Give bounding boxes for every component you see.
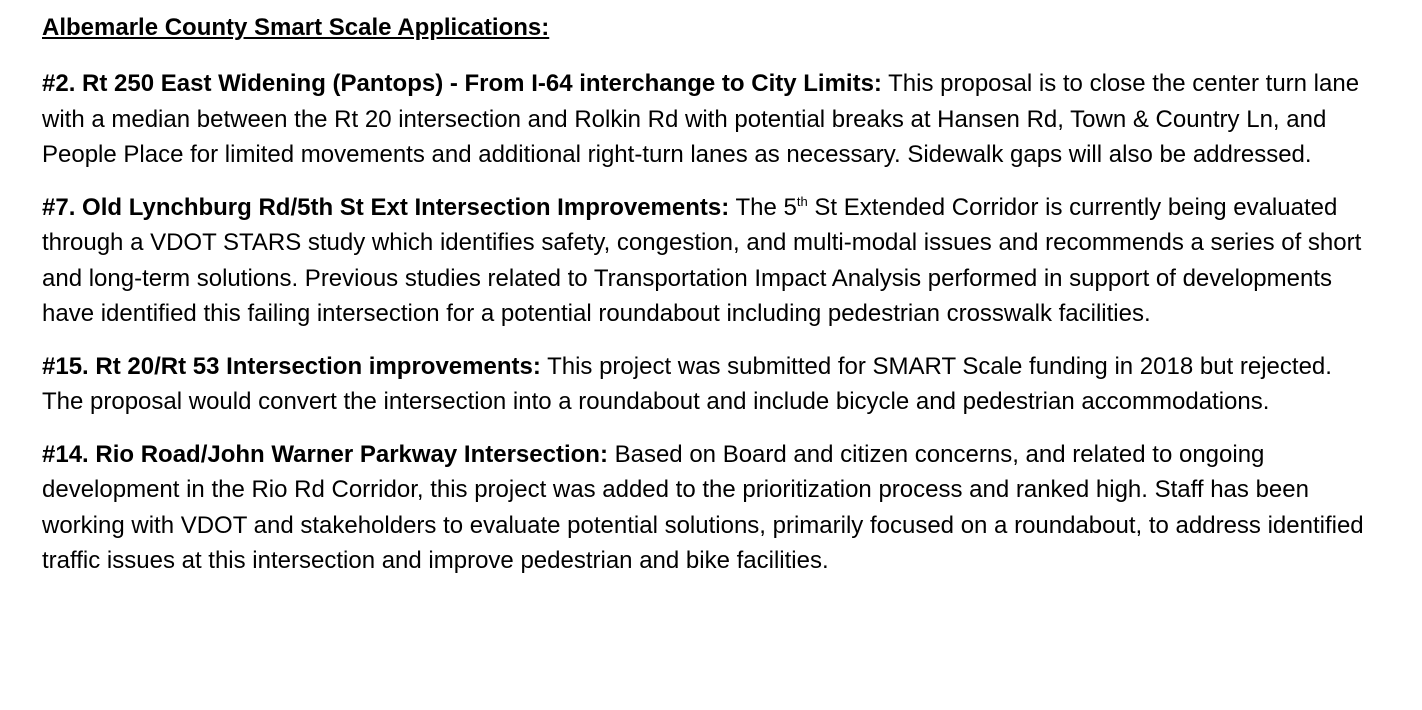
application-entry-7 (42, 190, 1372, 332)
entry-heading: #7. Old Lynchburg Rd/5th St Ext Intersection Improvements: (42, 193, 730, 221)
application-entry-14 (42, 437, 1372, 579)
entry-body: Based on Board and citizen concerns, and related to ongoing development in the Rio Rd Corridor, this project was added to the prioritization process and ranked high. Staff has been working with VDOT and stakeholders to evaluate potential solutions, primarily focused on a roundabout, to address identified traffic issues at this intersection and improve pedestrian and bike facilities. (42, 440, 1364, 574)
entry-heading: #15. Rt 20/Rt 53 Intersection improvements: (42, 352, 541, 380)
entry-body: St Extended Corridor is currently being evaluated through a VDOT STARS study which identifies safety, congestion, and multi-modal issues and recommends a series of short and long-term solutions. Previous studies related to Transportation Impact Analysis performed in support of developments have identified this failing intersection for a potential roundabout including pedestrian crosswalk facilities. (42, 193, 1362, 327)
document-title: Albemarle County Smart Scale Applications: (42, 14, 550, 41)
entry-body: This project was submitted for SMART Scale funding in 2018 but rejected. The proposal would convert the intersection into a roundabout and include bicycle and pedestrian accommodations. (42, 352, 1332, 415)
entry-body: This proposal is to close the center turn lane with a median between the Rt 20 intersection and Rolkin Rd with potential breaks at Hansen Rd, Town & Country Ln, and People Place for limited movements and additional right-turn lanes as necessary. Sidewalk gaps will also be addressed. (42, 70, 1360, 168)
entry-body-start: The 5 (729, 193, 797, 221)
ordinal-superscript: th (796, 193, 808, 209)
application-entry-2 (42, 66, 1372, 173)
document-page (42, 12, 1372, 596)
application-entry-15 (42, 349, 1372, 420)
entry-heading: #2. Rt 250 East Widening (Pantops) - From I-64 interchange to City Limits: (42, 70, 882, 97)
entry-heading: #14. Rio Road/John Warner Parkway Intersection: (42, 440, 608, 468)
